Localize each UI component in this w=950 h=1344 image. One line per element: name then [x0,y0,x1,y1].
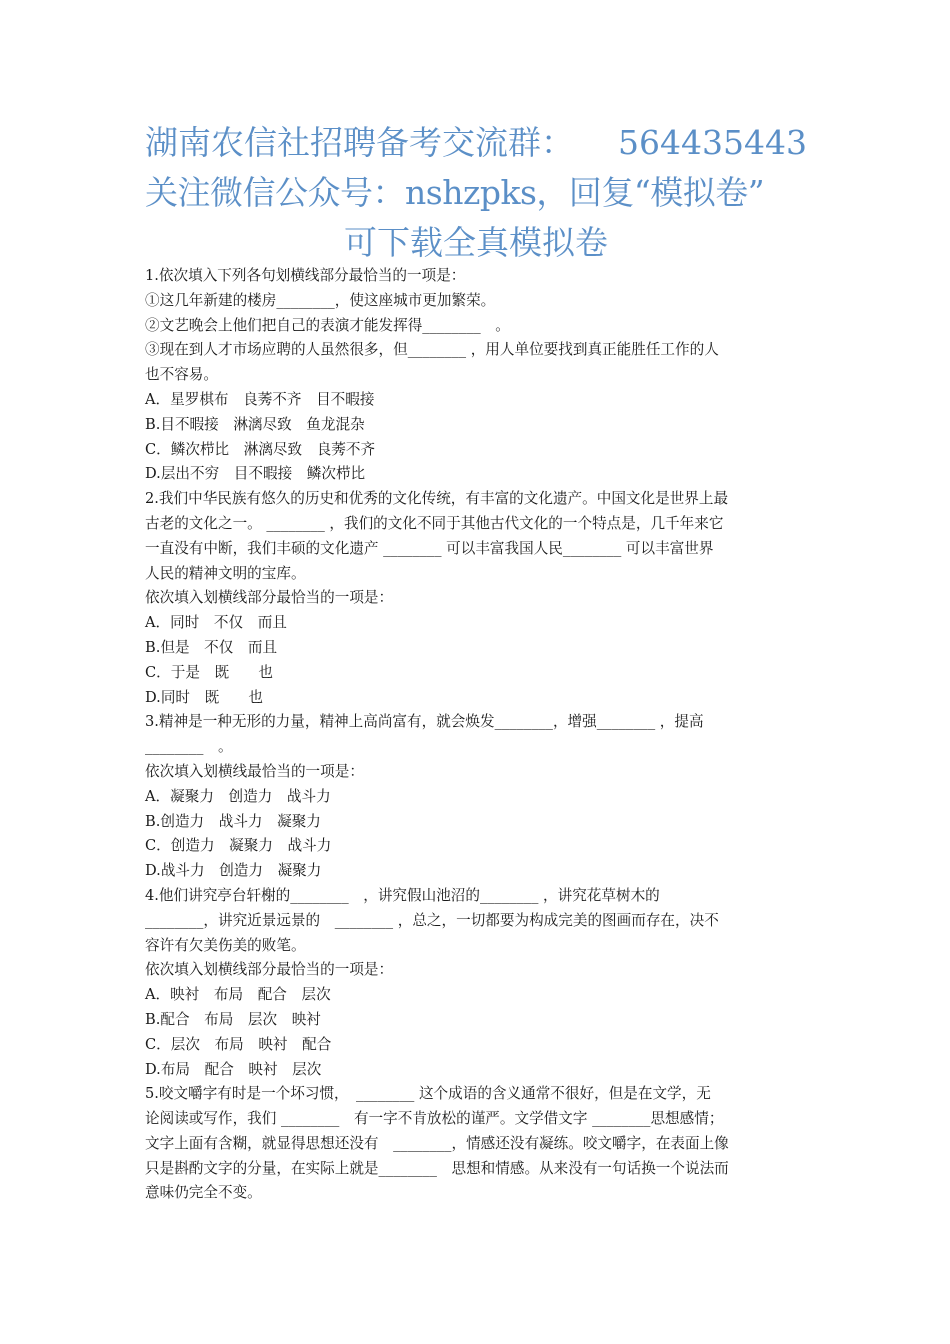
text-line: 古老的文化之一。 ________ ，我们的文化不同于其他古代文化的一个特点是，几千年来它 [145,514,724,532]
promo-header [145,118,807,268]
text-line: 4.他们讲究亭台轩榭的________ ，讲究假山池沼的________ ，讲究花草树木的 [145,886,660,904]
text-line: 依次填入划横线部分最恰当的一项是： [145,589,394,607]
header-line-1 [145,118,807,168]
text-line: 依次填入划横线部分最恰当的一项是： [145,961,394,979]
text-line: A．同时 不仅 而且 [145,614,287,632]
question-body [145,264,807,1206]
text-line: 依次填入划横线最恰当的一项是： [145,762,364,780]
text-line: 1.依次填入下列各句划横线部分最恰当的一项是： [145,267,466,284]
text-line: A．星罗棋布 良莠不齐 目不暇接 [145,390,375,408]
text-line: 5.咬文嚼字有时是一个坏习惯， ________ 这个成语的含义通常不很好，但是在文学，无 [145,1085,711,1103]
text-line: 一直没有中断，我们丰硕的文化遗产 ________ 可以丰富我国人民________ 可以丰富世界 [145,539,714,557]
text-line: 人民的精神文明的宝库。 [145,564,306,582]
text-line: ①这几年新建的楼房________，使这座城市更加繁荣。 [145,291,496,309]
text-line: B.创造力 战斗力 凝聚力 [145,812,321,830]
text-line: 只是斟酌文字的分量，在实际上就是________ 思想和情感。从来没有一句话换一个说法而 [145,1159,729,1177]
text-line: 也不容易。 [145,366,218,384]
text-line: B.配合 布局 层次 映衬 [145,1010,321,1028]
text-line: D.战斗力 创造力 凝聚力 [145,862,322,880]
text-line: D.同时 既 也 [145,688,263,706]
qq-group-number: 564435443 [618,123,807,162]
text-line: ③现在到人才市场应聘的人虽然很多，但________ ，用人单位要找到真正能胜任工作的人 [145,341,719,359]
text-line: ②文艺晚会上他们把自己的表演才能发挥得________ 。 [145,316,510,334]
text-line: A．映衬 布局 配合 层次 [145,986,331,1004]
header-line-2: 关注微信公众号：nshzpks，回复“模拟卷” [145,173,765,212]
text-line: 容许有欠美伤美的败笔。 [145,936,306,954]
text-line: B.目不暇接 淋漓尽致 鱼龙混杂 [145,415,365,433]
text-line: 意味仍完全不变。 [145,1184,262,1202]
text-line: 2.我们中华民族有悠久的历史和优秀的文化传统，有丰富的文化遗产。中国文化是世界上最 [145,490,729,508]
text-line: C．创造力 凝聚力 战斗力 [145,837,332,855]
text-line: ________，讲究近景远景的 ________ ，总之，一切都要为构成完美的图画而存在，决不 [145,911,719,929]
header-line-3: 可下载全真模拟卷 [344,223,608,262]
text-line: A．凝聚力 创造力 战斗力 [145,787,331,805]
text-line: 文字上面有含糊，就显得思想还没有 ________，情感还没有凝练。咬文嚼字，在表面上像 [145,1134,729,1152]
text-line: C．鳞次栉比 淋漓尽致 良莠不齐 [145,440,376,458]
text-line: C．于是 既 也 [145,663,273,681]
text-line: D.层出不穷 目不暇接 鳞次栉比 [145,465,366,483]
text-line: ________ 。 [145,738,233,756]
qq-group-label: 湖南农信社招聘备考交流群： [145,123,574,162]
text-line: 3.精神是一种无形的力量，精神上高尚富有，就会焕发________，增强________ ，提高 [145,713,704,731]
text-line: B.但是 不仅 而且 [145,638,278,656]
text-line: D.布局 配合 映衬 层次 [145,1060,322,1078]
text-line: 论阅读或写作，我们 ________ 有一字不肯放松的谨严。文学借文字 ________思想感情； [145,1110,724,1128]
text-line: C．层次 布局 映衬 配合 [145,1035,332,1053]
